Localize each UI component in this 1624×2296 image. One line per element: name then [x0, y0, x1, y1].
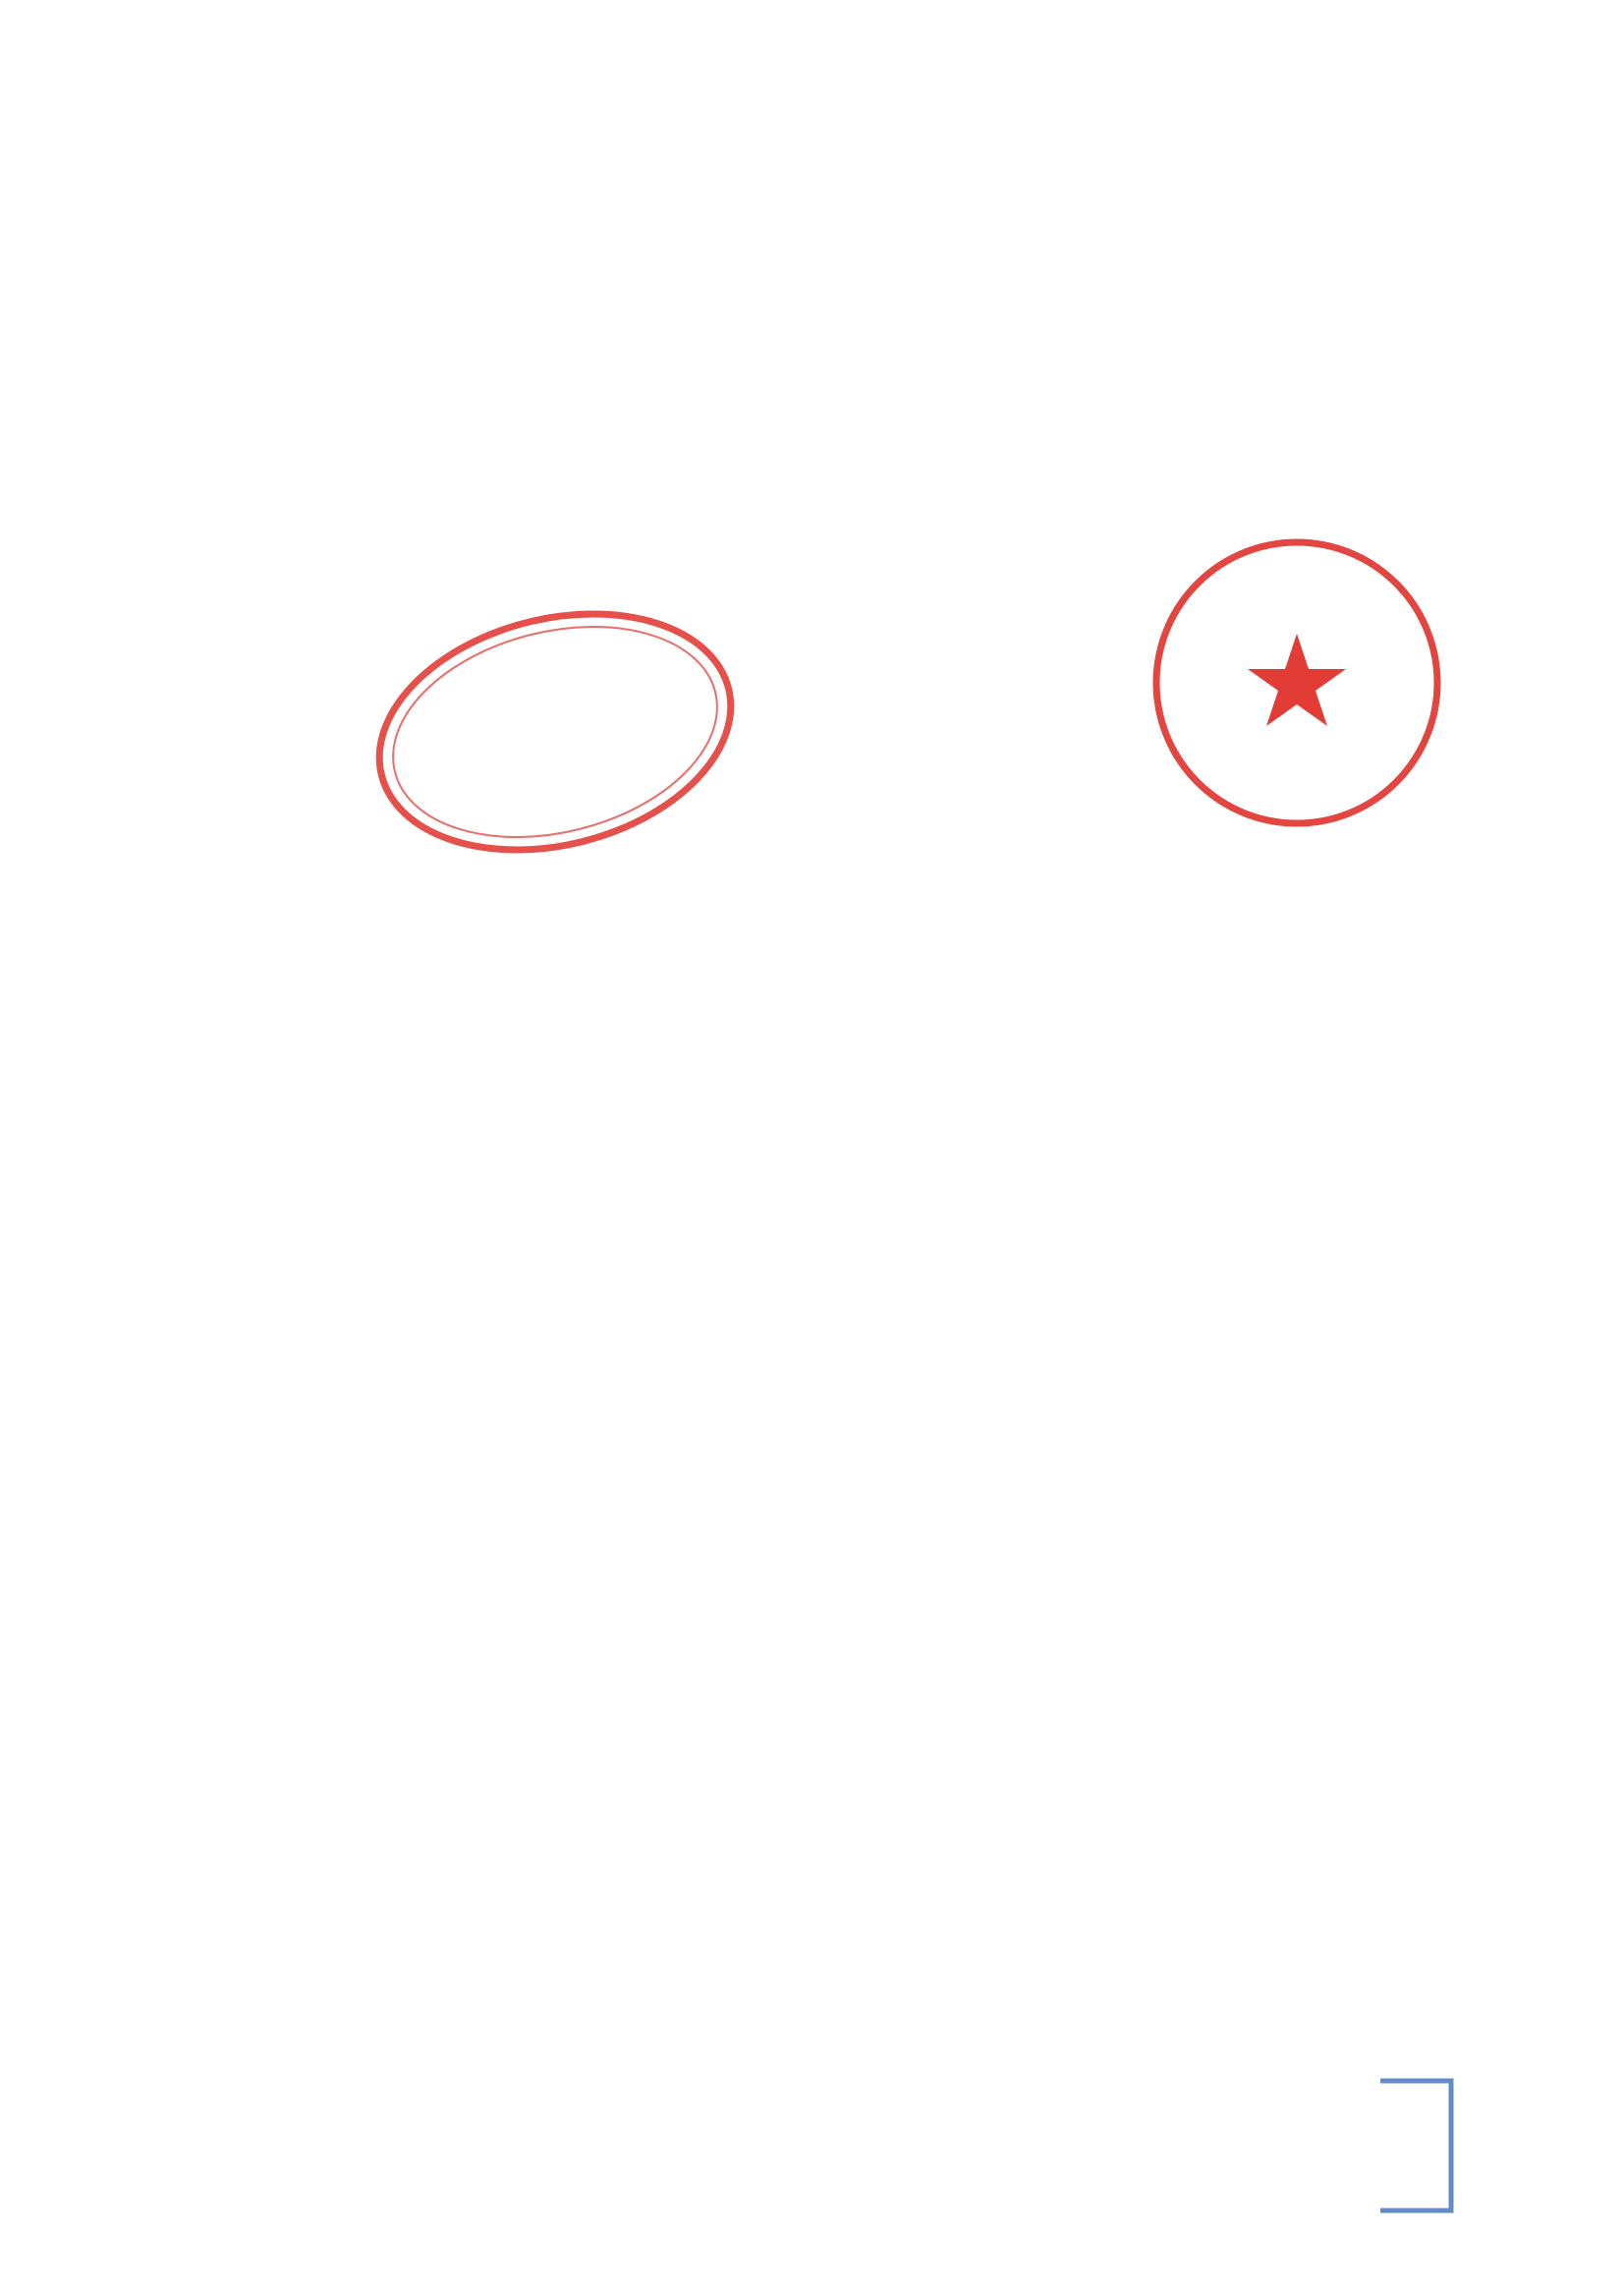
paragraph-line [253, 428, 1383, 497]
tenderer-seal-stamp [368, 609, 742, 855]
star-icon [1248, 634, 1346, 726]
blue-seal-stamp [1361, 2073, 1459, 2220]
agency-seal-stamp [1149, 535, 1444, 830]
paragraph-line [253, 360, 1383, 428]
announcement-paragraph [253, 222, 1383, 497]
paragraph-line [253, 291, 1383, 360]
paragraph-line [253, 222, 1383, 291]
